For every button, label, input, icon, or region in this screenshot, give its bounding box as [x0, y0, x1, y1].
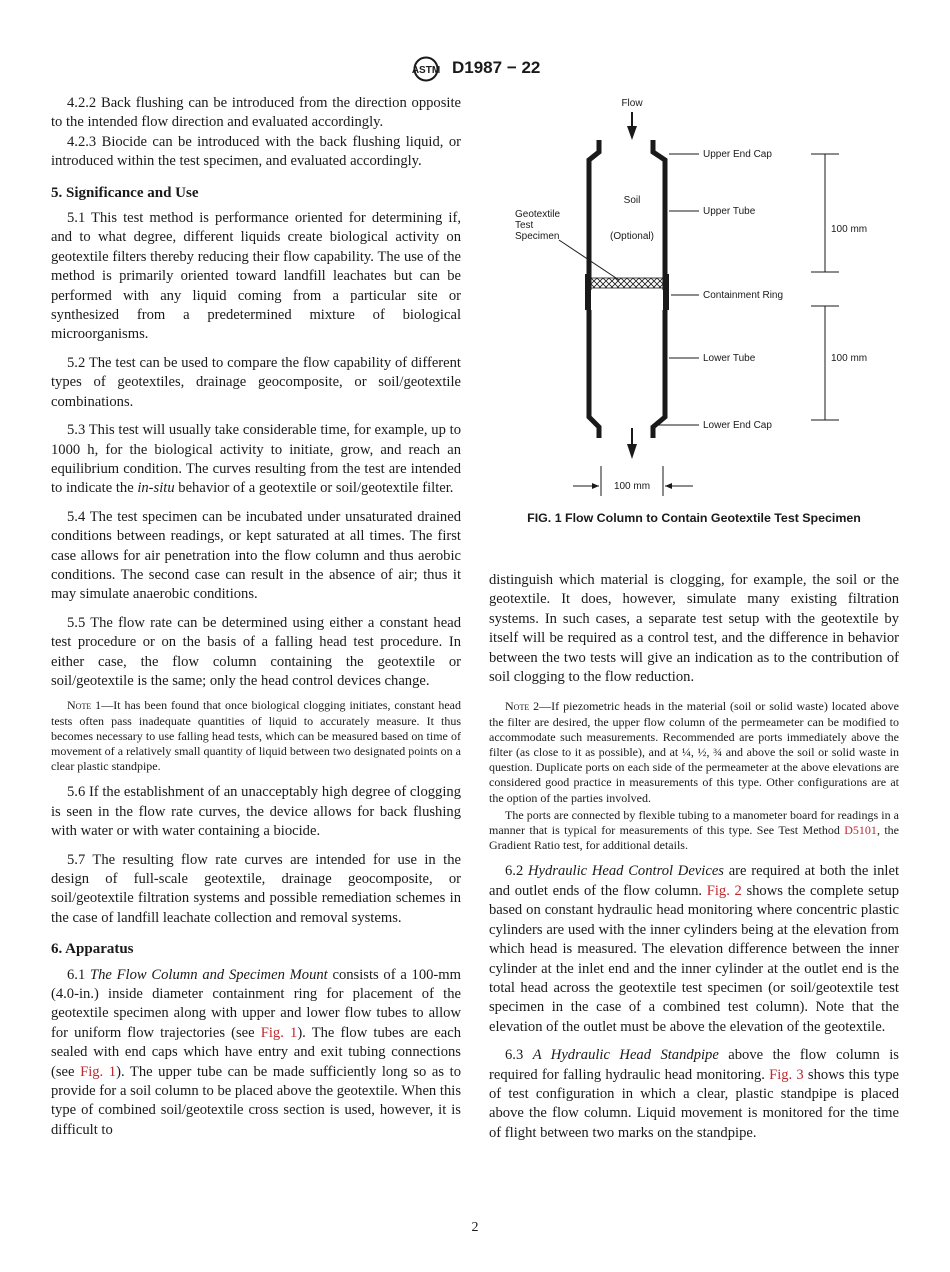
d5101-link[interactable]: D5101 [844, 823, 877, 838]
fig2-link[interactable]: Fig. 2 [706, 882, 742, 899]
label-soil: Soil [623, 195, 641, 206]
label-geotextile-2: Test [515, 220, 534, 231]
label-containment-ring: Containment Ring [703, 290, 784, 301]
lower-tube-right-wall [653, 310, 665, 438]
label-optional: (Optional) [610, 231, 654, 242]
label-lower-tube: Lower Tube [703, 353, 756, 364]
fig1-link[interactable]: Fig. 1 [260, 1024, 298, 1041]
label-geotextile-1: Geotextile [515, 209, 561, 220]
para-5-3: 5.3 This test will usually take considerable time, for example, up to 1000 h, for the biological activity to initiate, grow, and reach an equilibrium condition. The curves resulting from the test are intended to indicate the in-situ behavior of a geotextile or soil/geotextile filter. [51, 422, 461, 497]
para-5-7: 5.7 The resulting flow rate curves are intended for use in the design of full-scale geotextile, drainage geocomposite, or soil/geotextile filtration systems and possible remediation schemes in the case of landfill leachate collection and removal systems. [51, 851, 461, 926]
para-6-1: 6.1 The Flow Column and Specimen Mount consists of a 100-mm (4.0-in.) inside diameter containment ring for placement of the geotextile specimen along with upper and lower flow tubes to allow for uniform flow trajectories (see Fig. 1). The flow tubes are each sealed with end caps which have entry and exit tubing connections (see Fig. 1). The upper tube can be made sufficiently long so as to provide for a soil column to be placed above the geotextile. When this type of combined soil/geotextile cross section is used, however, it is difficult to [51, 966, 462, 1138]
para-6-2: 6.2 Hydraulic Head Control Devices are required at both the inlet and outlet ends of the flow column. Fig. 2 shows the complete setup based on constant hydraulic head monitoring where concentric plastic cylinders are used with the inner cylinders being at the elevation from which head is measured. The elevation difference between the inner cylinder at the inlet end and the inner cylinder at the outlet end is the total head across the geotextile test specimen (or soil/geotextile test specimen in the case of a combined test column). Note that the elevation of the outlet must be above the elevation of the geotextile. [489, 863, 899, 1035]
dim-width-100mm: 100 mm [613, 481, 651, 492]
para-4-2-3: 4.2.3 Biocide can be introduced with the back flushing liquid, or introduced within the test specimen, and evaluated accordingly. [51, 133, 461, 170]
dim-lower-100mm: 100 mm [831, 353, 868, 364]
note-2: Note 2—If piezometric heads in the material (soil or solid waste) located above the filter are desired, the upper flow column of the permeameter can be modified to accommodate such measurements. Recommended are ports immediately above the filter (as close to it as possible), and at ¼, ½, ¾ and above the soil or solid waste in question. Duplicate ports on each side of the permeameter at the above elevations are considered good practice in measurements of this type. Other configurations are at the option of the parties involved. [489, 699, 899, 805]
label-geotextile-3: Specimen [515, 231, 560, 242]
para-5-4: 5.4 The test specimen can be incubated under unsaturated drained conditions between readings, or kept saturated at all times. The first case allows for air penetration into the flow column and thus aerobic conditions. The second case can result in the absence of air; thus it may simulate anaerobic conditions. [51, 508, 461, 603]
para-5-5: 5.5 The flow rate can be determined using either a constant head test procedure or on the basis of a falling head test procedure. In either case, the flow column containing the geotextile or soil/geotextile is the same; only the head control devices change. [51, 614, 461, 689]
para-5-2: 5.2 The test can be used to compare the flow capability of different types of geotextiles, drainage geocomposite, or soil/geotextile combinations. [51, 354, 461, 410]
dim-upper-100mm: 100 mm [831, 224, 868, 235]
left-column [51, 94, 461, 1140]
note-2-continued: The ports are connected by flexible tubing to a manometer board for readings in a manner that is typical for measurements of this type. See Test Method D5101, the Gradient Ratio test, for additional details. [489, 807, 899, 853]
para-5-6: 5.6 If the establishment of an unacceptably high degree of clogging is seen in the flow rate curves, the device allows for back flushing with water or with water containing a biocide. [51, 784, 461, 840]
para-4-2-2: 4.2.2 Back flushing can be introduced from the direction opposite to the intended flow direction and evaluated accordingly. [51, 95, 461, 131]
upper-tube-right-wall [653, 140, 665, 290]
document-id: D1987 − 22 [452, 58, 541, 77]
note-1: Note 1—It has been found that once biological clogging initiates, constant head tests often pass inadequate quantities of liquid to accurately measure. It thus becomes necessary to use falling head tests, which can be measured based on time of movement of a relatively small quantity of liquid between two designated points on a clear plastic standpipe. [51, 698, 461, 774]
upper-tube-left-wall [589, 140, 599, 290]
page-header [0, 56, 950, 82]
geotextile-specimen [591, 278, 663, 288]
lower-tube-left-wall [589, 310, 599, 438]
containment-ring-left [585, 274, 591, 310]
page-number: 2 [471, 1220, 479, 1235]
astm-logo-icon [408, 56, 444, 82]
label-upper-end-cap: Upper End Cap [703, 149, 772, 160]
right-column [489, 571, 899, 1143]
fig1-link-2[interactable]: Fig. 1 [80, 1063, 117, 1080]
para-6-3: 6.3 A Hydraulic Head Standpipe above the flow column is required for falling hydraulic head monitoring. Fig. 3 shows this type of test configuration in which a clear, plastic standpipe is placed above the flow column. Liquid movement is monitored for the time of flight between two marks on the standpipe. [489, 1047, 900, 1141]
label-upper-tube: Upper Tube [703, 206, 756, 217]
flow-arrow-icon [627, 126, 637, 140]
containment-ring-right [663, 274, 669, 310]
fig3-link[interactable]: Fig. 3 [769, 1066, 804, 1083]
section-6-heading: 6. Apparatus [51, 941, 134, 958]
para-6-1-continued: distinguish which material is clogging, for example, the soil or the geotextile. It does, however, simulate many existing filtration systems. In such cases, a separate test setup with the geotextile by itself will be required as a control test, and the difference in behavior between the two tests will give an indication as to the contribution of soil clogging to the flow reduction. [489, 572, 899, 686]
label-flow: Flow [621, 98, 643, 109]
figure-caption: FIG. 1 Flow Column to Contain Geotextile Test Specimen [527, 511, 861, 525]
para-5-1: 5.1 This test method is performance oriented for determining if, and to what degree, different liquids create biological activity on geotextile filters thereby reducing their flow capability. The use of the method is primarily oriented toward landfill leachates but can be performed with any liquid coming from a particular site or synthesized from a predetermined mixture of biological microorganisms. [51, 210, 461, 343]
flow-out-arrow-icon [627, 444, 637, 459]
figure-1-flow-column [489, 92, 899, 532]
label-lower-end-cap: Lower End Cap [703, 420, 772, 431]
section-5-heading: 5. Significance and Use [51, 184, 199, 201]
svg-text:ASTM: ASTM [411, 65, 441, 76]
